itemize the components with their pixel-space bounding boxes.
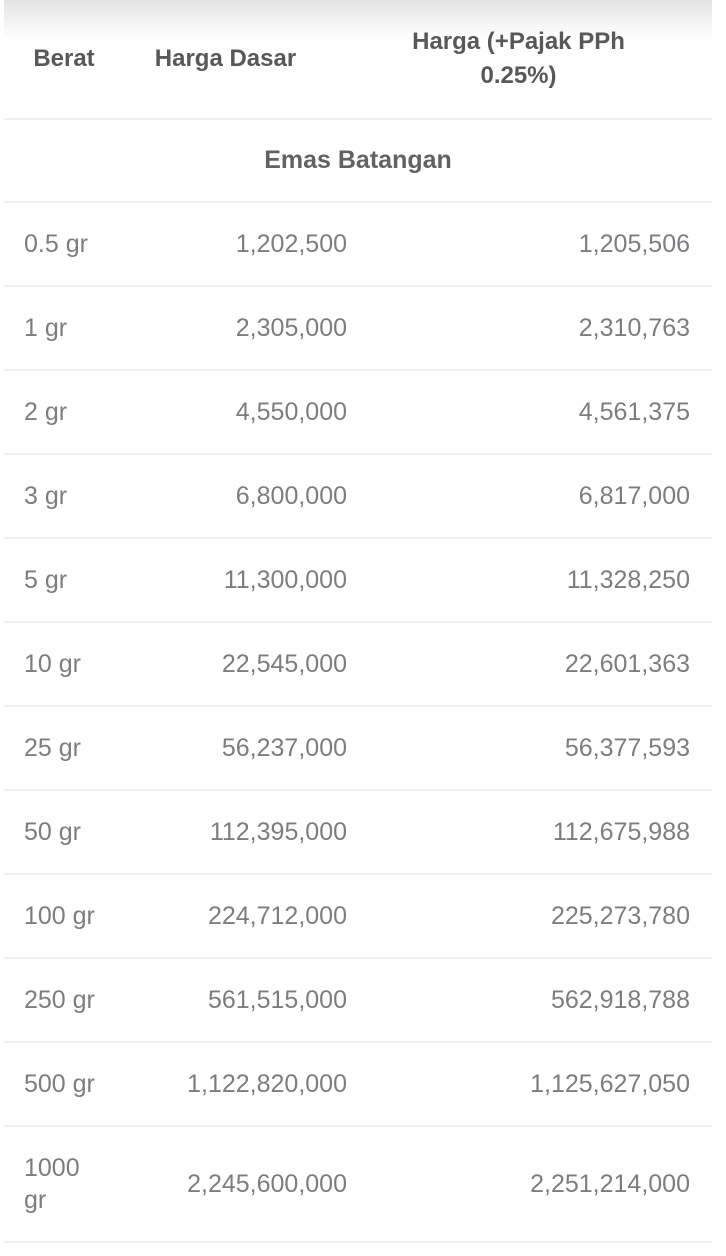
weight-cell: 500 gr bbox=[24, 1070, 95, 1098]
table-row bbox=[4, 875, 712, 959]
taxed-price-cell: 1,125,627,050 bbox=[530, 1070, 690, 1098]
table-row bbox=[4, 455, 712, 539]
weight-cell: 1 gr bbox=[24, 314, 68, 342]
table-row bbox=[4, 371, 712, 455]
table-row bbox=[4, 539, 712, 623]
base-price-cell: 2,305,000 bbox=[235, 314, 347, 342]
table-row bbox=[4, 707, 712, 791]
column-header-harga-pajak: Harga (+Pajak PPh 0.25%) bbox=[412, 28, 625, 89]
table-header-row bbox=[4, 0, 712, 120]
table-row bbox=[4, 287, 712, 371]
taxed-price-cell: 2,310,763 bbox=[578, 314, 690, 342]
section-header-row bbox=[4, 120, 712, 203]
table-row bbox=[4, 791, 712, 875]
base-price-cell: 11,300,000 bbox=[223, 566, 347, 594]
weight-cell: 5 gr bbox=[24, 566, 68, 594]
gold-price-table bbox=[4, 0, 712, 1243]
base-price-cell: 112,395,000 bbox=[209, 818, 347, 846]
base-price-cell: 2,245,600,000 bbox=[187, 1170, 347, 1198]
weight-cell: 3 gr bbox=[24, 482, 68, 510]
weight-cell: 10 gr bbox=[24, 650, 81, 678]
base-price-cell: 22,545,000 bbox=[221, 650, 347, 678]
section-title: Emas Batangan bbox=[264, 146, 452, 174]
table-row bbox=[4, 623, 712, 707]
taxed-price-cell: 1,205,506 bbox=[578, 230, 690, 258]
taxed-price-cell: 22,601,363 bbox=[564, 650, 690, 678]
base-price-cell: 56,237,000 bbox=[221, 734, 347, 762]
table-row bbox=[4, 959, 712, 1043]
taxed-price-cell: 112,675,988 bbox=[552, 818, 690, 846]
base-price-cell: 6,800,000 bbox=[235, 482, 347, 510]
table-row bbox=[4, 1127, 712, 1243]
table-row bbox=[4, 203, 712, 287]
column-header-berat: Berat bbox=[33, 45, 95, 72]
base-price-cell: 1,122,820,000 bbox=[187, 1070, 347, 1098]
weight-cell: 100 gr bbox=[24, 902, 95, 930]
column-header-harga-dasar: Harga Dasar bbox=[154, 45, 297, 72]
taxed-price-cell: 225,273,780 bbox=[550, 902, 690, 930]
base-price-cell: 561,515,000 bbox=[207, 986, 347, 1014]
taxed-price-cell: 56,377,593 bbox=[564, 734, 690, 762]
table-row bbox=[4, 1043, 712, 1127]
column-header-harga-pajak-wrap bbox=[347, 25, 690, 93]
taxed-price-cell: 11,328,250 bbox=[566, 566, 690, 594]
weight-cell: 1000 gr bbox=[24, 1154, 80, 1214]
base-price-cell: 1,202,500 bbox=[235, 230, 347, 258]
weight-cell: 25 gr bbox=[24, 734, 81, 762]
table-body bbox=[4, 203, 712, 1243]
taxed-price-cell: 4,561,375 bbox=[578, 398, 690, 426]
taxed-price-cell: 6,817,000 bbox=[578, 482, 690, 510]
taxed-price-cell: 2,251,214,000 bbox=[530, 1170, 690, 1198]
taxed-price-cell: 562,918,788 bbox=[550, 986, 690, 1014]
base-price-cell: 224,712,000 bbox=[207, 902, 347, 930]
weight-cell: 50 gr bbox=[24, 818, 81, 846]
weight-cell: 0.5 gr bbox=[24, 230, 88, 258]
base-price-cell: 4,550,000 bbox=[235, 398, 347, 426]
weight-cell: 250 gr bbox=[24, 986, 95, 1014]
weight-cell: 2 gr bbox=[24, 398, 68, 426]
